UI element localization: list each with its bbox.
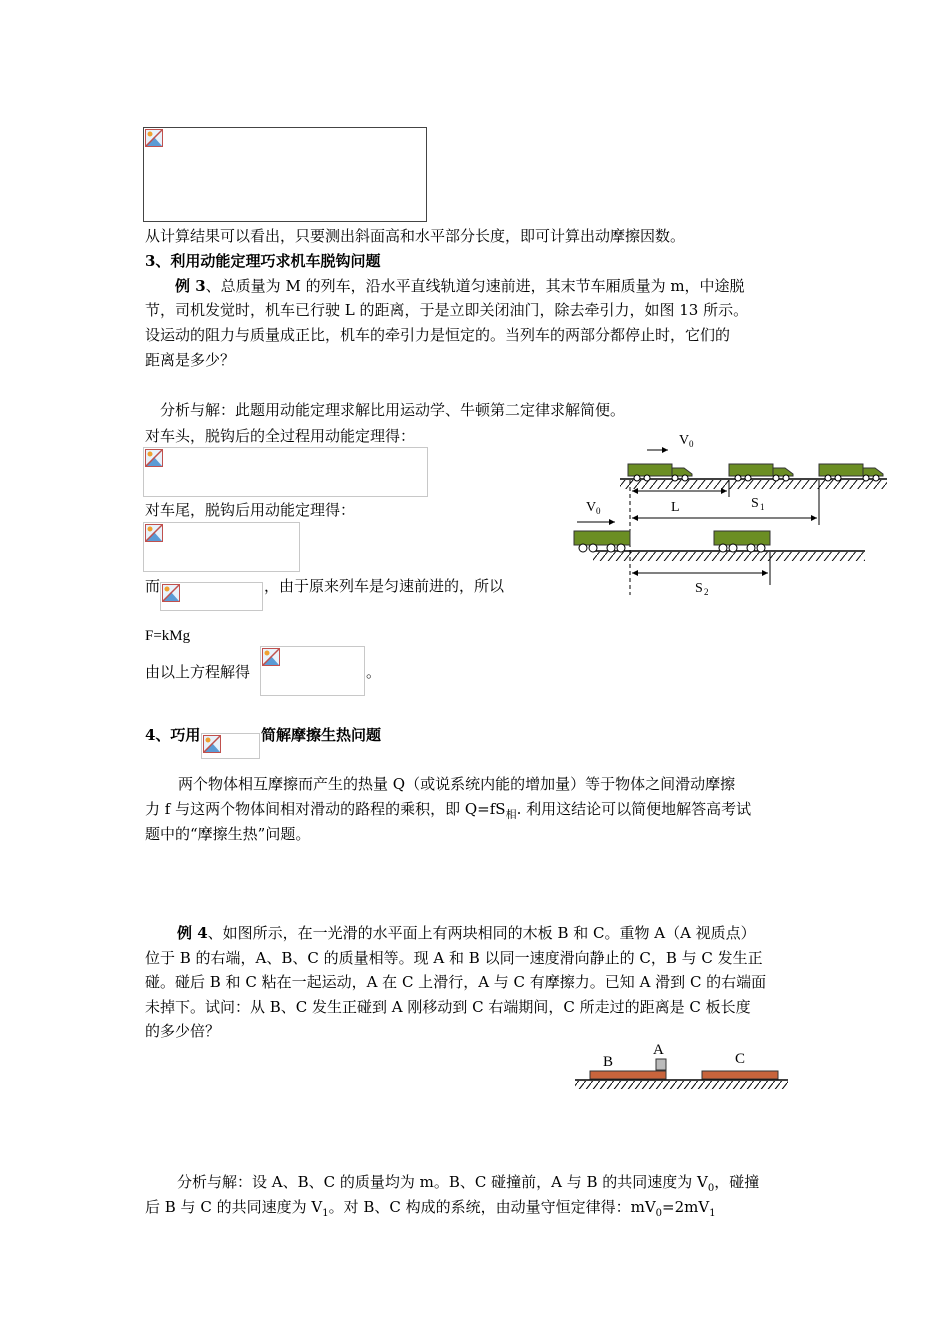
ana4b-sub-2: 0 (655, 1208, 663, 1219)
ana4-sub: 0 (707, 1183, 715, 1194)
example-4-line-5: 的多少倍？ (145, 1022, 221, 1040)
p4-text: 力 f 与这两个物体间相对滑动的路程的乘积，即 Q=fS (145, 800, 506, 818)
v0-top-label: V (679, 433, 690, 448)
section-4-paragraph-3: 题中的“摩擦生热”问题。 (145, 825, 311, 843)
formula-image-placeholder (143, 127, 427, 222)
head-equation-image (143, 447, 428, 497)
boards-figure (570, 1038, 795, 1096)
example-4-text: 、如图所示，在一光滑的水平面上有两块相同的木板 B 和 C。重物 A（A 视质点） (207, 924, 756, 942)
force-formula: F=kMg (145, 628, 191, 644)
broken-image-icon (145, 129, 163, 147)
last-car-left (574, 531, 630, 552)
example-3-line-3: 设运动的阻力与质量成正比，机车的牵引力是恒定的。当列车的两部分都停止时，它们的 (145, 326, 731, 344)
ana4-text: 分析与解：设 A、B、C 的质量均为 m。B、C 碰撞前，A 与 B 的共同速度为 V (177, 1173, 708, 1191)
v0-left-sub: 0 (596, 506, 601, 516)
S1-label: S (751, 496, 759, 511)
tail-equation-image (143, 522, 300, 572)
solve-period: 。 (366, 663, 382, 681)
er-label: 而 (145, 577, 161, 595)
ana4-text-2: ，碰撞 (714, 1173, 760, 1191)
board-C (702, 1071, 778, 1079)
example-4-label: 例 4 (177, 924, 208, 942)
section-4-paragraph-1: 两个物体相互摩擦而产生的热量 Q（或说系统内能的增加量）等于物体之间滑动摩擦 (178, 775, 736, 793)
S2-sub: 2 (704, 587, 709, 597)
S1-sub: 1 (760, 502, 765, 512)
example-3-line-2: 节，司机发觉时，机车已行驶 L 的距离，于是立即关闭油门，除去牵引力，如图 13 所示。 (145, 301, 749, 319)
section-heading-4-prefix: 4、巧用 (145, 726, 201, 744)
section-heading-4-suffix: 简解摩擦生热问题 (261, 726, 382, 744)
block-A (656, 1059, 666, 1070)
solution-image (260, 646, 365, 696)
analysis-4-line-2 (145, 1195, 716, 1226)
broken-image-icon (262, 648, 280, 666)
example-4-line-2: 位于 B 的右端，A、B、C 的质量相等。现 A 和 B 以同一速度滑向静止的 C，B 与 C 发生正 (145, 949, 763, 967)
label-C: C (735, 1051, 746, 1067)
board-B (590, 1071, 666, 1079)
ana4b-sub: 1 (322, 1208, 329, 1219)
analysis-3: 分析与解：此题用动能定理求解比用运动学、牛顿第二定律求解简便。 (160, 401, 626, 419)
example-4-line-4: 未掉下。试问：从 B、C 发生正碰到 A 刚移动到 C 右端期间，C 所走过的距离是 C 板长度 (145, 998, 751, 1016)
broken-image-icon (162, 584, 180, 602)
example-4-line-3: 碰。碰后 B 和 C 粘在一起运动，A 在 C 上滑行，A 与 C 有摩擦力。已知 A 滑到 C 的右端面 (145, 973, 767, 991)
heading-formula-image (201, 733, 260, 759)
paragraph-conclusion: 从计算结果可以看出，只要测出斜面高和水平部分长度，即可计算出动摩擦因数。 (145, 227, 686, 245)
section-heading-3: 3、利用动能定理巧求机车脱钩问题 (145, 252, 381, 270)
p4-sub: 相 (505, 808, 517, 821)
broken-image-icon (203, 735, 221, 753)
v0-top-sub: 0 (689, 439, 694, 449)
ana4b-text: 后 B 与 C 的共同速度为 V (145, 1198, 323, 1216)
example-3-line-4: 距离是多少？ (145, 351, 236, 369)
train-decoupling-figure (565, 425, 895, 600)
label-A: A (653, 1042, 664, 1058)
head-equation-label: 对车头，脱钩后的全过程用动能定理得： (145, 427, 416, 445)
tail-equation-label: 对车尾，脱钩后用动能定理得： (145, 501, 356, 519)
L-label: L (671, 500, 680, 515)
force-equation-image (160, 582, 263, 611)
ana4b-text-3: =2mV (662, 1198, 710, 1216)
example-3-text: 、总质量为 M 的列车，沿水平直线轨道匀速前进，其末节车厢质量为 m，中途脱 (205, 277, 745, 295)
p4-text-2: . 利用这结论可以简便地解答高考试 (516, 800, 752, 818)
ana4b-text-2: 。对 B、C 构成的系统，由动量守恒定律得：mV (328, 1198, 656, 1216)
v0-left-label: V (586, 500, 597, 515)
example-3-line-1 (175, 274, 745, 298)
broken-image-icon (145, 524, 163, 542)
ana4b-sub-3: 1 (709, 1208, 716, 1219)
label-B: B (603, 1054, 614, 1070)
er-tail-text: ，由于原来列车是匀速前进的，所以 (264, 577, 505, 595)
solve-label: 由以上方程解得 (145, 663, 251, 681)
example-3-label: 例 3 (175, 277, 206, 295)
example-4-line-1 (177, 921, 756, 945)
last-car-right (714, 531, 770, 552)
broken-image-icon (145, 449, 163, 467)
S2-label: S (695, 581, 703, 596)
